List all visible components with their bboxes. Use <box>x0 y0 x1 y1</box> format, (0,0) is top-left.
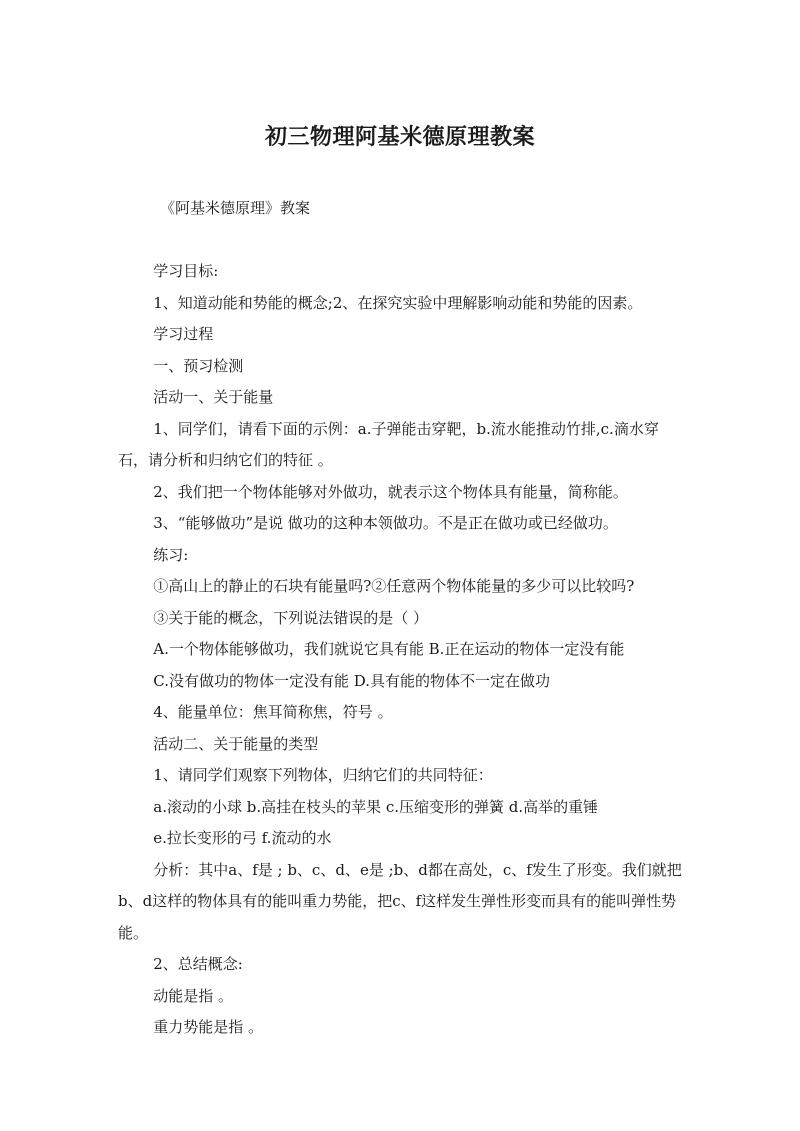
paragraph: A.一个物体能够做功，我们就说它具有能 B.正在运动的物体一定没有能 <box>153 640 625 658</box>
paragraph: 动能是指 。 <box>153 986 234 1005</box>
paragraph: 2、总结概念: <box>153 955 243 973</box>
paragraph: 1、知道动能和势能的概念;2、在探究实验中理解影响动能和势能的因素。 <box>153 293 643 312</box>
document-title: 初三物理阿基米德原理教案 <box>264 125 535 150</box>
paragraph: 重力势能是指 。 <box>153 1018 264 1036</box>
document-subtitle: 《阿基米德原理》教案 <box>160 199 311 217</box>
paragraph: ①高山上的静止的石块有能量吗?②任意两个物体能量的多少可以比较吗? <box>153 577 635 595</box>
paragraph: 活动一、关于能量 <box>153 388 274 406</box>
paragraph: 1、请同学们观察下列物体，归纳它们的共同特征： <box>153 766 493 784</box>
paragraph: 学习目标: <box>153 262 219 280</box>
paragraph: 一、预习检测 <box>153 356 244 375</box>
paragraph: 活动二、关于能量的类型 <box>153 734 319 753</box>
document-body <box>118 256 683 1044</box>
paragraph: e.拉长变形的弓 f.流动的水 <box>153 829 332 847</box>
paragraph: 4、能量单位：焦耳简称焦，符号 。 <box>153 703 393 721</box>
paragraph: ③关于能的概念，下列说法错误的是（ ） <box>153 608 429 627</box>
paragraph: 1、同学们，请看下面的示例：a.子弹能击穿靶，b.流水能推动竹排,c.滴水穿石，请分析和归纳它们的特征 。 <box>118 419 659 469</box>
paragraph: a.滚动的小球 b.高挂在枝头的苹果 c.压缩变形的弹簧 d.高举的重锤 <box>153 797 599 816</box>
paragraph: 分析：其中a、f是 ; b、c、d、e是 ;b、d都在高处，c、f发生了形变。我们就把b、d这样的物体具有的能叫重力势能，把c、f这样发生弹性形变而具有的能叫弹性势能。 <box>118 860 682 942</box>
paragraph: 2、我们把一个物体能够对外做功，就表示这个物体具有能量，简称能。 <box>153 482 628 501</box>
paragraph: 练习: <box>153 545 189 564</box>
paragraph: 学习过程 <box>153 325 214 343</box>
paragraph: C.没有做功的物体一定没有能 D.具有能的物体不一定在做功 <box>153 671 550 690</box>
paragraph: 3、“能够做功”是说 做功的这种本领做功。不是正在做功或已经做功。 <box>153 514 618 532</box>
